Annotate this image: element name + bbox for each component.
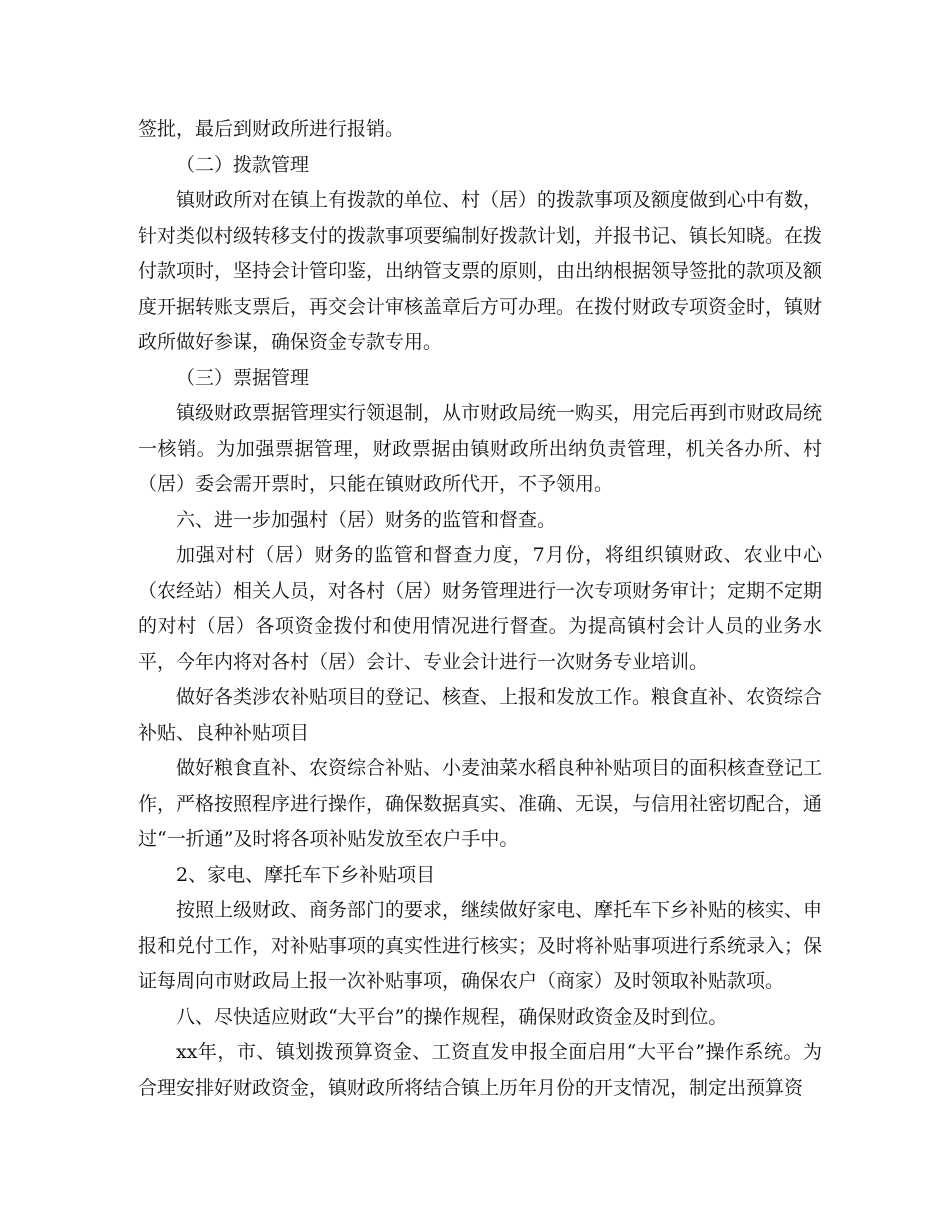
heading-section-eight: 八、尽快适应财政“大平台”的操作规程，确保财政资金及时到位。 (176, 1005, 728, 1028)
paragraph-big-platform: xx年，市、镇划拨预算资金、工资直发申报全面启用“大平台”操作系统。为合理安排好财政资金，镇财政所将结合镇上历年月份的开支情况，制定出预算资 (138, 1041, 822, 1099)
paragraph-bills: 镇级财政票据管理实行领退制，从市财政局统一购买，用完后再到市财政局统一核销。为加强票据管理，财政票据由镇财政所出纳负责管理，机关各办所、村（居）委会需开票时，只能在镇财政所代开，不予领用。 (138, 402, 823, 495)
heading-appropriation-management: （二）拨款管理 (176, 153, 310, 176)
paragraph-supervision: 加强对村（居）财务的监管和督查力度，7月份，将组织镇财政、农业中心（农经站）相关人员，对各村（居）财务管理进行一次专项财务审计；定期不定期的对村（居）各项资金拨付和使用情况进行督查。为提高镇村会计人员的业务水平，今年内将对各村（居）会计、专业会计进行一次财务专业培训。 (138, 544, 823, 673)
paragraph-subsidy-intro: 做好各类涉农补贴项目的登记、核查、上报和发放工作。粮食直补、农资综合补贴、良种补贴项目 (138, 686, 823, 744)
paragraph-appliance-subsidy: 按照上级财政、商务部门的要求，继续做好家电、摩托车下乡补贴的核实、申报和兑付工作，对补贴事项的真实性进行核实；及时将补贴事项进行系统录入；保证每周向市财政局上报一次补贴事项，确保农户（商家）及时领取补贴款项。 (138, 899, 823, 992)
paragraph-grain-subsidy: 做好粮食直补、农资综合补贴、小麦油菜水稻良种补贴项目的面积核查登记工作，严格按照程序进行操作，确保数据真实、准确、无误，与信用社密切配合，通过“一折通”及时将各项补贴发放至农户手中。 (138, 757, 823, 850)
heading-bill-management: （三）票据管理 (176, 366, 310, 389)
heading-appliance-subsidy: 2、家电、摩托车下乡补贴项目 (176, 863, 436, 886)
heading-section-six: 六、进一步加强村（居）财务的监管和督查。 (176, 508, 557, 531)
paragraph-appropriation: 镇财政所对在镇上有拨款的单位、村（居）的拨款事项及额度做到心中有数，针对类似村级转移支付的拨款事项要编制好拨款计划，并报书记、镇长知晓。在拨付款项时，坚持会计管印鉴，出纳管支票的原则，由出纳根据领导签批的款项及额度开据转账支票后，再交会计审核盖章后方可办理。在拨付财政专项资金时，镇财政所做好参谋，确保资金专款专用。 (138, 189, 823, 353)
document-body (138, 112, 822, 1106)
paragraph-continuation: 签批，最后到财政所进行报销。 (138, 118, 405, 140)
